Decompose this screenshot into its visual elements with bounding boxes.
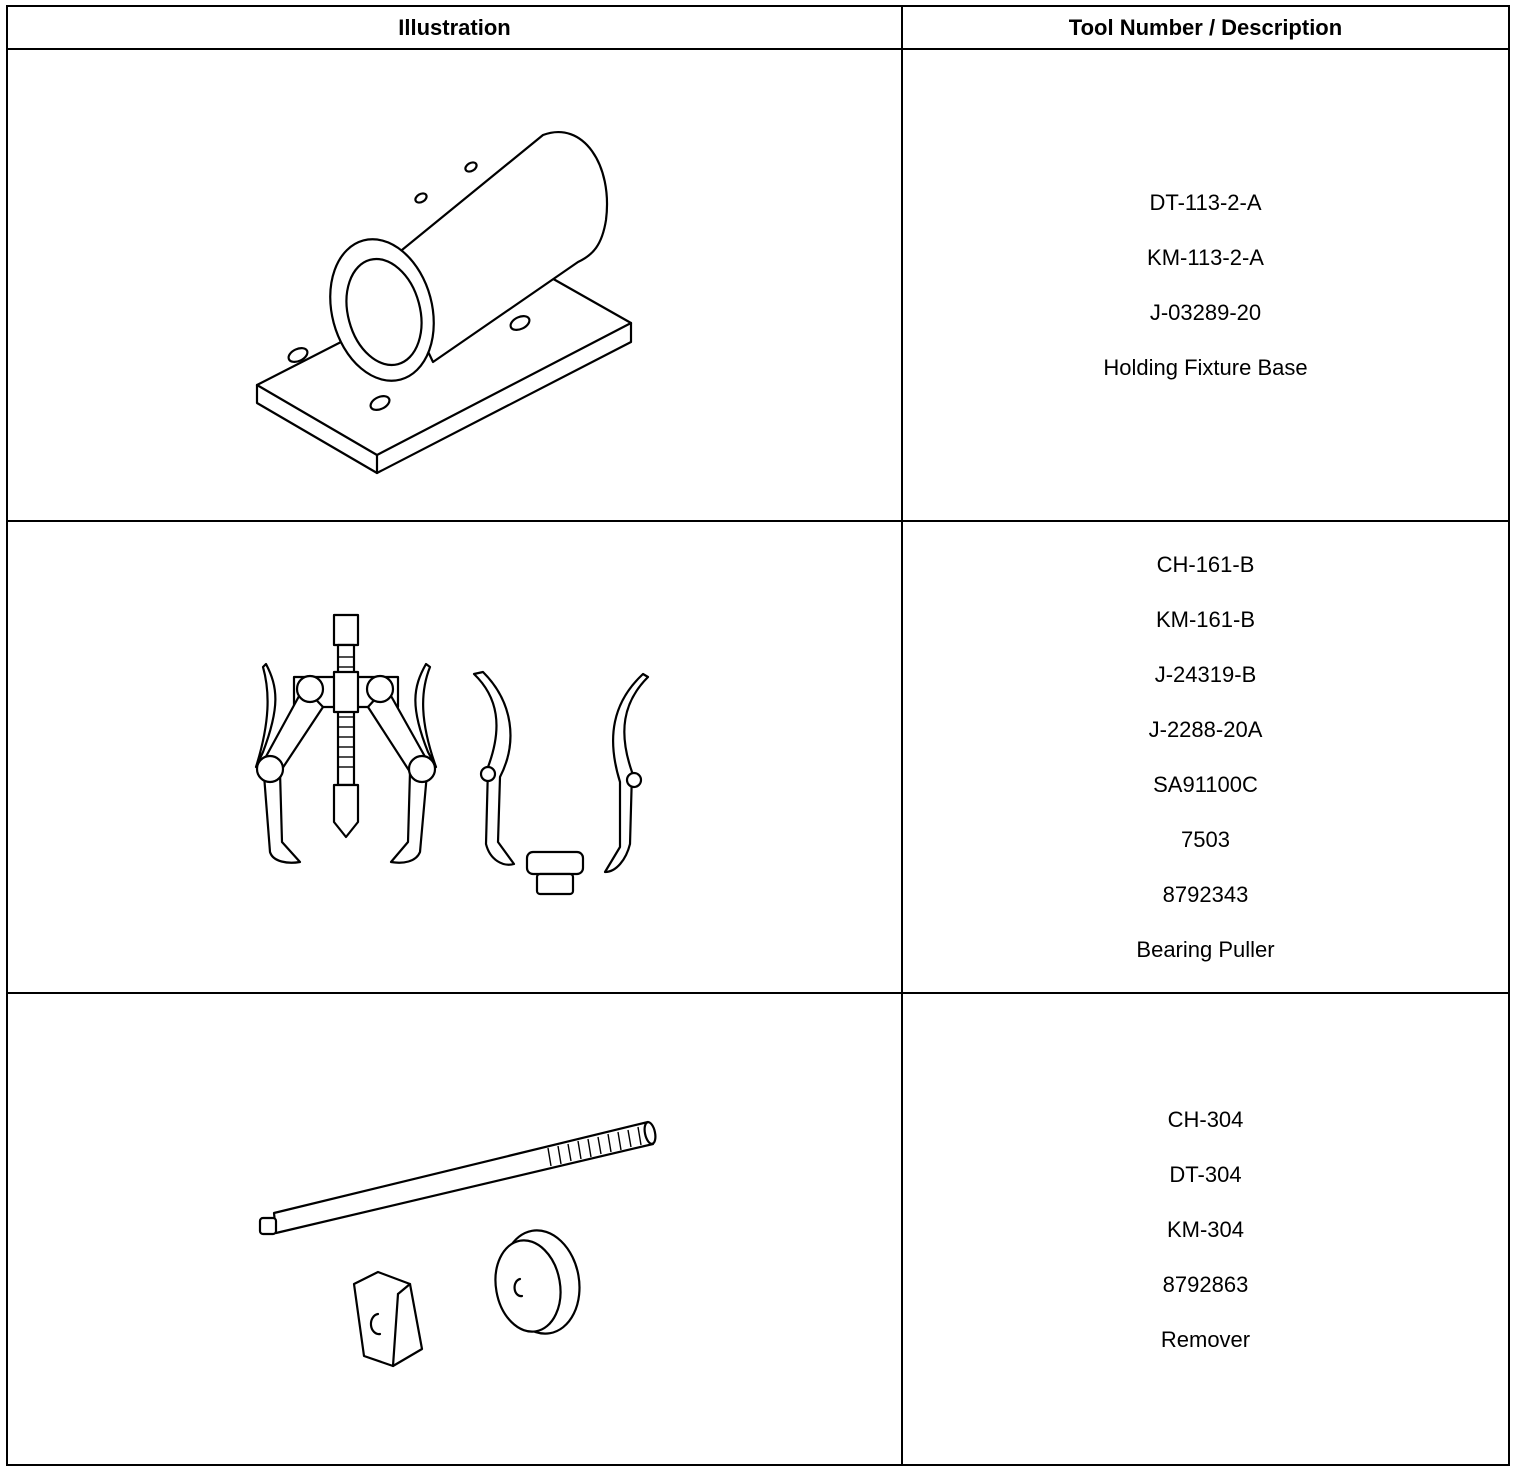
tool-table [6, 5, 1510, 1466]
tool-description-cell [902, 49, 1509, 521]
table-row [7, 49, 1509, 521]
tool-number: KM-304 [1166, 1216, 1245, 1242]
illustration-cell [7, 521, 902, 993]
tool-number: J-24319-B [1154, 662, 1257, 687]
tool-number: SA91100C [1153, 772, 1258, 797]
tool-number: CH-161-B [1156, 552, 1255, 577]
tool-description-cell [902, 521, 1509, 993]
table-header-row [7, 6, 1509, 49]
tool-number: DT-304 [1169, 1161, 1242, 1187]
illustration-column-header: Illustration [7, 6, 902, 49]
tool-description: Holding Fixture Base [1103, 355, 1308, 380]
tool-number-column-header: Tool Number / Description [902, 6, 1509, 49]
tool-description: Bearing Puller [1136, 937, 1275, 962]
tool-number: 8792343 [1162, 882, 1249, 907]
tool-description-cell [902, 993, 1509, 1465]
illustration-cell [7, 993, 902, 1465]
tool-number: CH-304 [1167, 1106, 1244, 1132]
tool-number: KM-113-2-A [1147, 245, 1264, 270]
tool-number: 8792863 [1162, 1271, 1249, 1297]
tool-number: KM-161-B [1155, 607, 1256, 632]
table-row [7, 521, 1509, 993]
table-row [7, 993, 1509, 1465]
illustration-cell [7, 49, 902, 521]
tool-number: DT-113-2-A [1149, 190, 1262, 215]
tool-number: 7503 [1181, 827, 1230, 852]
remover-illustration [8, 994, 903, 1464]
holding-fixture-base-illustration [8, 50, 903, 520]
bearing-puller-illustration [8, 522, 903, 992]
tool-description: Remover [1160, 1326, 1251, 1352]
tool-number: J-03289-20 [1149, 300, 1262, 325]
tool-number: J-2288-20A [1148, 717, 1263, 742]
